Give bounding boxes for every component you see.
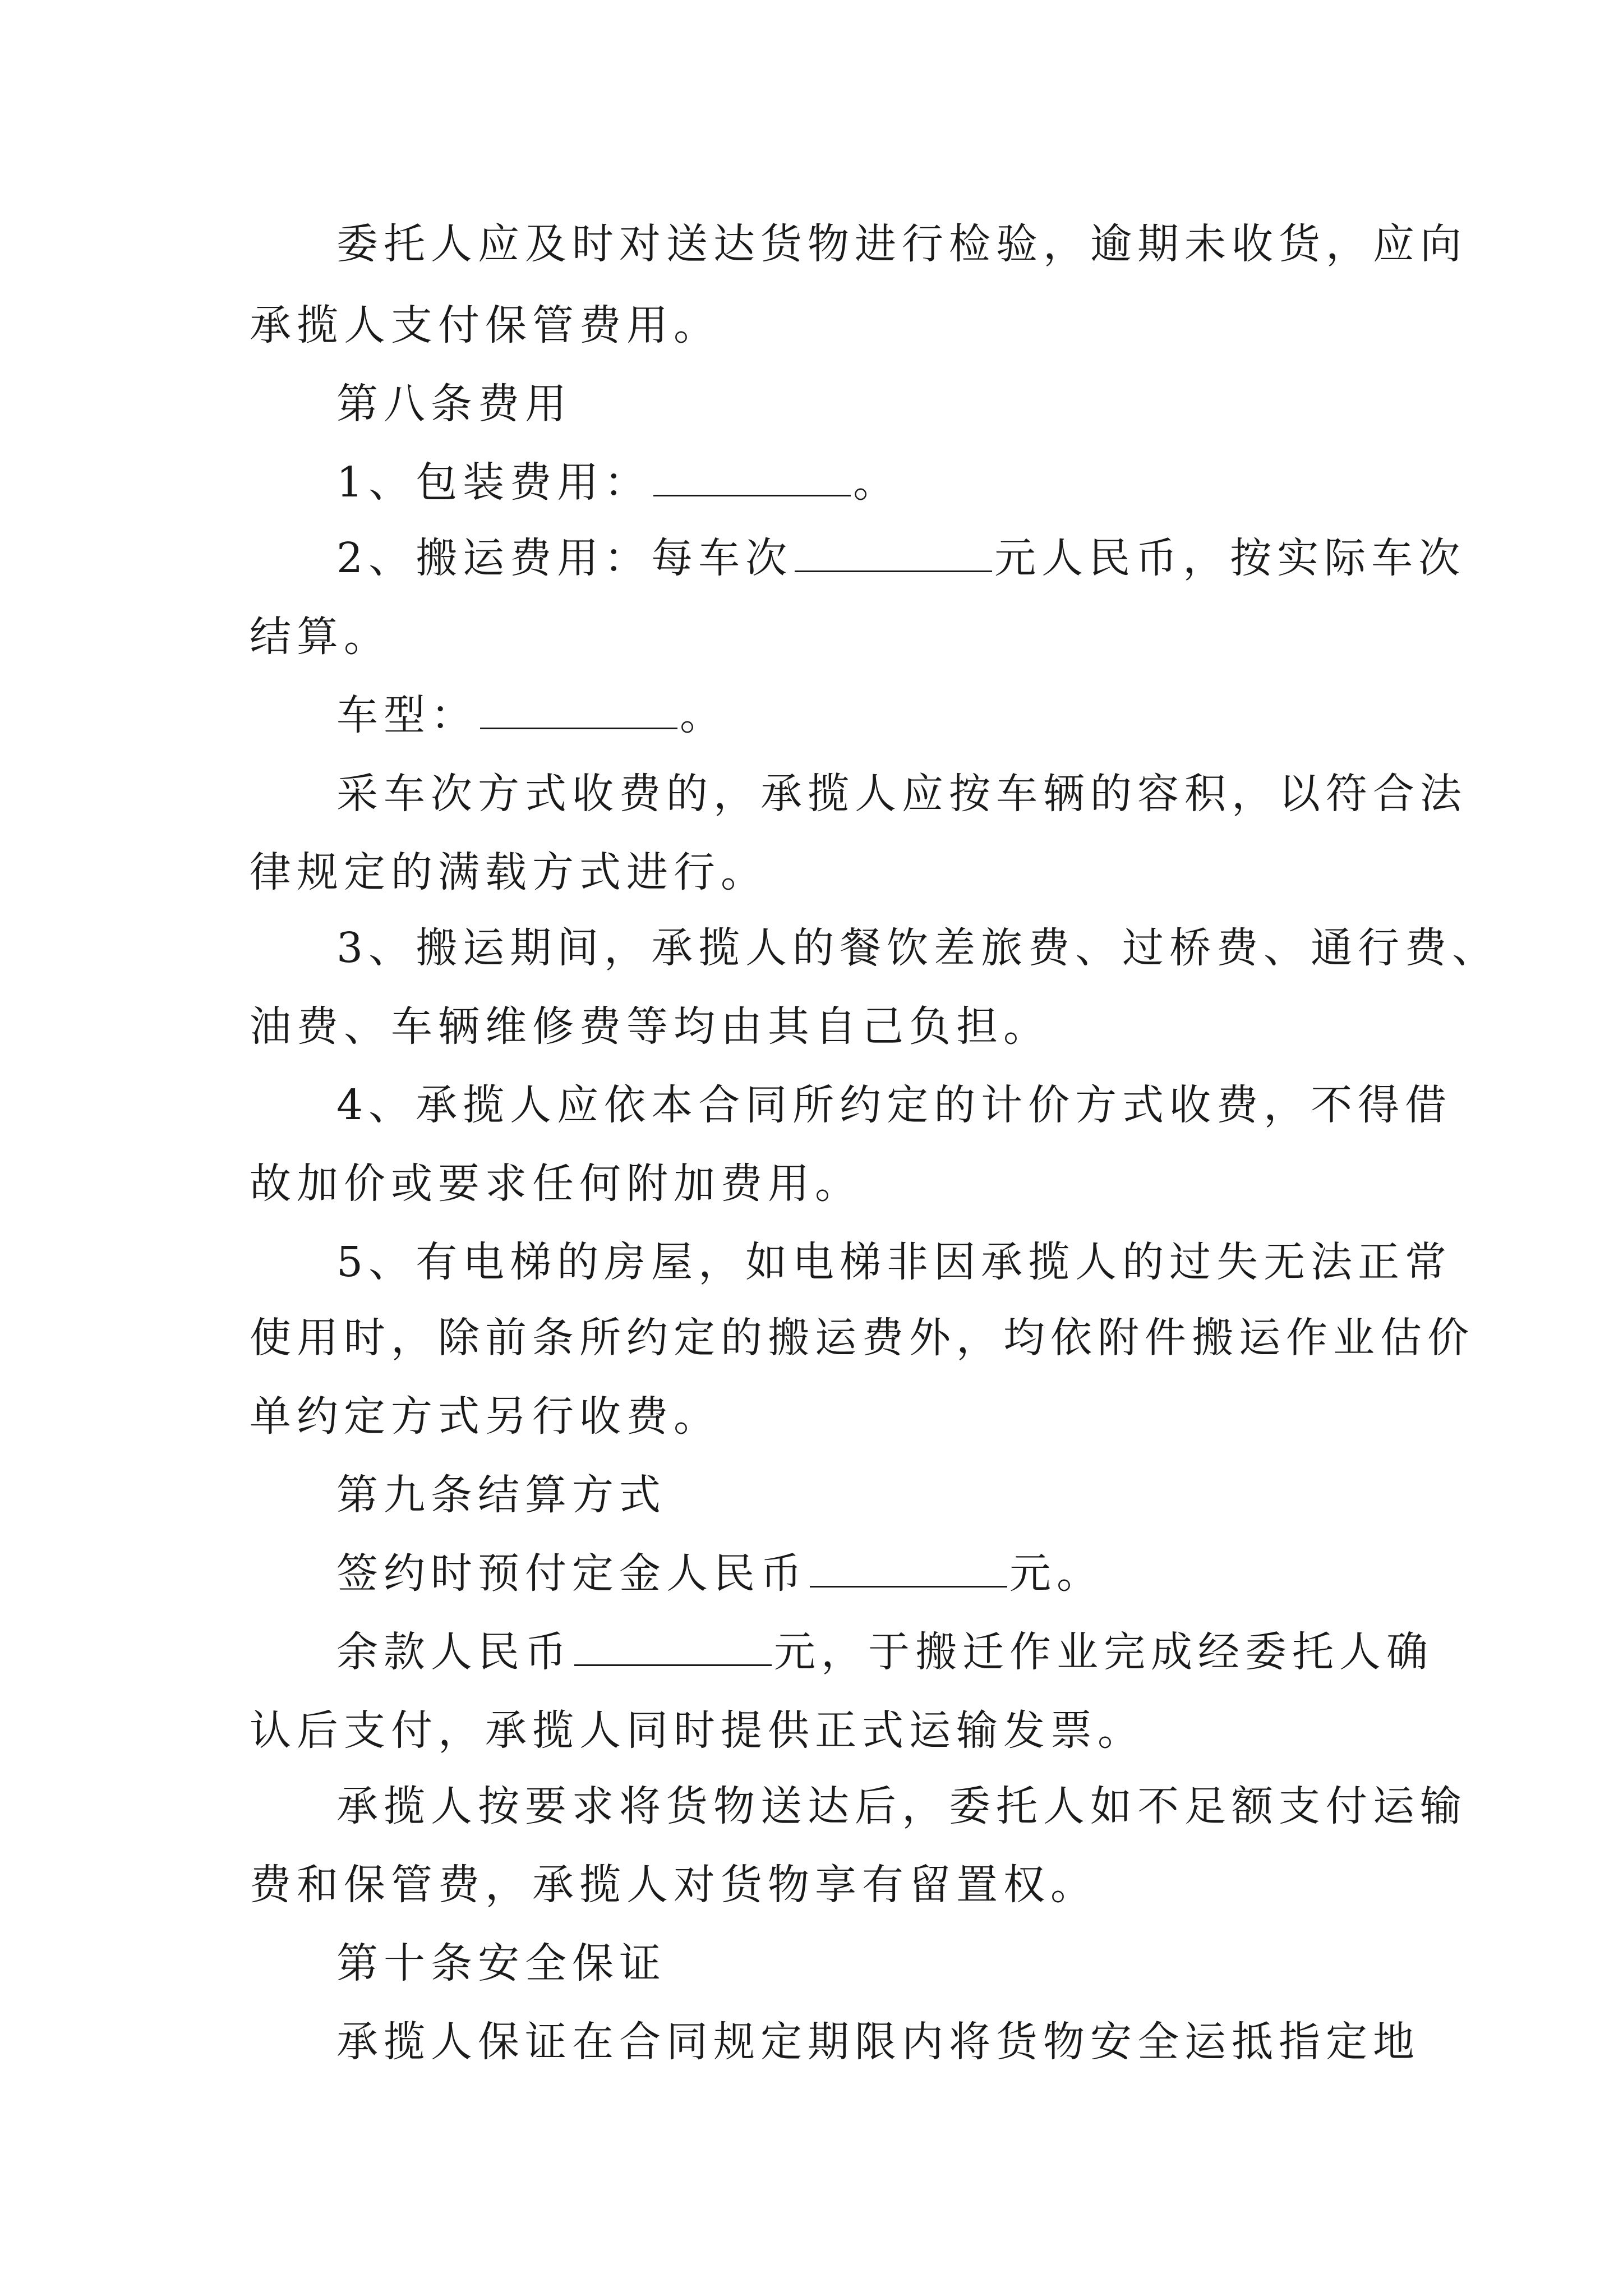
paragraph-line xyxy=(0,844,1623,900)
paragraph-line xyxy=(0,609,1623,665)
paragraph-line xyxy=(0,1077,1623,1133)
paragraph-line xyxy=(0,1388,1623,1444)
text: 故加价或要求任何附加费用。 xyxy=(250,1159,862,1208)
text: 3、搬运期间，承揽人的餐饮差旅费、过桥费、通行费、 xyxy=(336,924,1500,972)
text: 4、承揽人应依本合同所约定的计价方式收费，不得借 xyxy=(336,1081,1453,1129)
text: 。 xyxy=(853,458,901,507)
text: 。 xyxy=(680,691,727,739)
text: 车型： xyxy=(336,691,478,739)
fill-in-blank xyxy=(653,455,851,496)
paragraph-line xyxy=(0,216,1623,272)
text: 承揽人保证在合同规定期限内将货物安全运抵指定地 xyxy=(336,2018,1420,2066)
paragraph-line xyxy=(0,1234,1623,1290)
paragraph-line xyxy=(0,920,1623,976)
fill-in-blank xyxy=(810,1547,1007,1588)
text: 1、包装费用： xyxy=(336,458,652,507)
paragraph-line xyxy=(0,999,1623,1055)
text: 元。 xyxy=(1009,1549,1104,1598)
fill-in-blank xyxy=(574,1625,772,1666)
section-heading xyxy=(0,376,1623,432)
text: 签约时预付定金人民币 xyxy=(336,1549,808,1598)
heading-text: 第八条费用 xyxy=(336,380,572,428)
paragraph-line xyxy=(0,766,1623,822)
text: 使用时，除前条所约定的搬运费外，均依附件搬运作业估价 xyxy=(250,1314,1474,1362)
text: 余款人民币 xyxy=(336,1628,572,1676)
text: 元人民币，按实际车次 xyxy=(994,534,1466,582)
text: 2、搬运费用：每车次 xyxy=(336,534,793,582)
text: 结算。 xyxy=(250,613,391,661)
paragraph-line xyxy=(0,2014,1623,2070)
paragraph-line xyxy=(0,1857,1623,1913)
paragraph-line xyxy=(0,687,1623,743)
heading-text: 第九条结算方式 xyxy=(336,1471,666,1519)
text: 元，于搬迁作业完成经委托人确 xyxy=(774,1628,1433,1676)
text: 承揽人按要求将货物送达后，委托人如不足额支付运输 xyxy=(336,1782,1467,1830)
paragraph-line xyxy=(0,297,1623,353)
text: 采车次方式收费的，承揽人应按车辆的容积，以符合法 xyxy=(336,770,1467,818)
heading-text: 第十条安全保证 xyxy=(336,1939,666,1987)
paragraph-line xyxy=(0,1310,1623,1366)
section-heading xyxy=(0,1467,1623,1523)
paragraph-line xyxy=(0,1703,1623,1759)
paragraph-line xyxy=(0,1778,1623,1834)
section-heading xyxy=(0,1935,1623,1991)
paragraph-line xyxy=(0,1545,1623,1602)
text: 单约定方式另行收费。 xyxy=(250,1392,721,1441)
text: 费和保管费，承揽人对货物享有留置权。 xyxy=(250,1861,1098,1909)
text: 承揽人支付保管费用。 xyxy=(250,301,721,349)
text: 油费、车辆维修费等均由其自己负担。 xyxy=(250,1002,1050,1051)
fill-in-blank xyxy=(480,688,677,729)
paragraph-line xyxy=(0,1156,1623,1212)
text: 委托人应及时对送达货物进行检验，逾期未收货，应向 xyxy=(336,220,1467,268)
fill-in-blank xyxy=(795,531,992,572)
text: 认后支付，承揽人同时提供正式运输发票。 xyxy=(250,1706,1145,1755)
text: 律规定的满载方式进行。 xyxy=(250,848,768,896)
paragraph-line xyxy=(0,1624,1623,1680)
paragraph-line xyxy=(0,454,1623,510)
paragraph-line xyxy=(0,530,1623,586)
text: 5、有电梯的房屋，如电梯非因承揽人的过失无法正常 xyxy=(336,1238,1453,1286)
